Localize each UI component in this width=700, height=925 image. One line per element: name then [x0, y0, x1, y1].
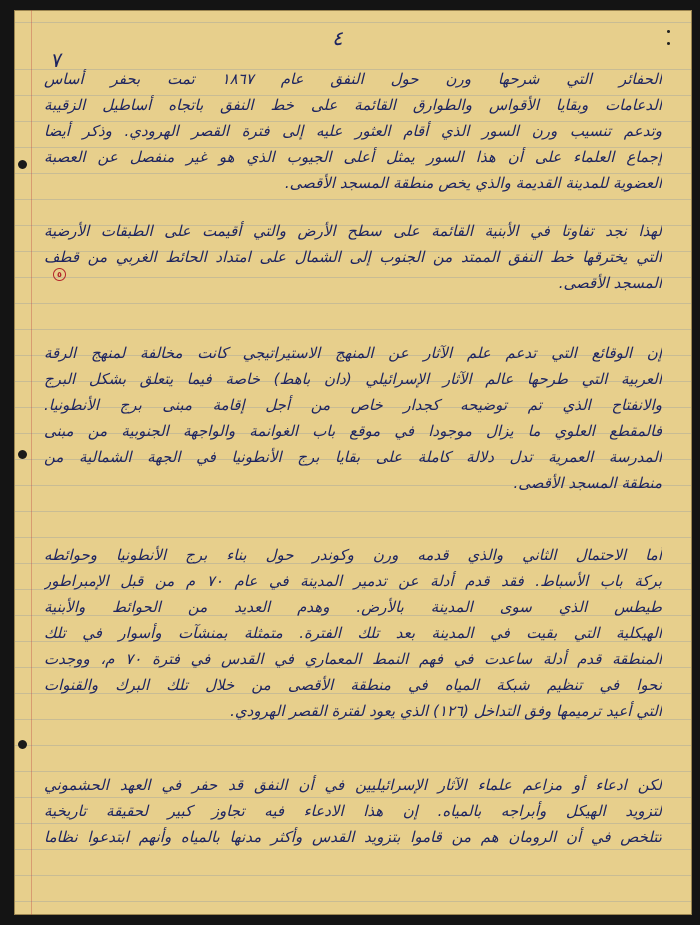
punch-hole [18, 740, 27, 749]
text-line: الحفائر التي شرحها ورن حول النفق عام ١٨٦٧ تمت بحفر أساس [44, 70, 662, 88]
text-line: المنطقة قدم أدلة ساعدت في فهم النمط المعماري في القدس في فترة ٧٠ م، ووجدت [44, 650, 662, 668]
text-line: المسجد الأقصى. [558, 274, 662, 292]
text-line: التي يخترقها خط النفق الممتد من الجنوب إلى الشمال على امتداد الحائط الغربي من قطف [44, 248, 662, 266]
text-line: منطقة المسجد الأقصى. [513, 474, 662, 492]
text-line: تتلخص في أن الرومان هم من قاموا بتزويد القدس وأكثر مدنها بالمياه وأنهم ابتدعوا نظاما [44, 828, 662, 846]
punch-hole [18, 450, 27, 459]
text-line: العضوية للمدينة القديمة والذي يخص منطقة المسجد الأقصى. [284, 174, 662, 192]
paragraph-2 [44, 218, 662, 296]
text-line: المدرسة العمرية تدل دلالة كاملة على بقايا برج الأنطونيا في الجهة الشمالية من [44, 448, 662, 466]
text-line: التي أعيد ترميمها وفق التداخل (١٢٦) الذي يعود لفترة القصر الهرودي. [230, 702, 662, 720]
margin-marker: ٥ [53, 268, 66, 281]
text-line: وتدعم تنسيب ورن السور الذي أقام العثور عليه إلى فترة القصر الهرودي. وذكر أيضا [44, 122, 662, 140]
text-line: طيطس الذي سوى المدينة بالأرض. وهدم العديد من الحوائط والأبنية [44, 598, 662, 616]
text-line: الهيكلية التي بقيت في المدينة بعد تلك الفترة. متمثلة بمنشآت وأسوار في تلك [44, 624, 662, 642]
paragraph-1 [44, 66, 662, 196]
text-line: فالمقطع العلوي ما يزال موجودا في موقع باب الغوانمة والواجهة الجنوبية من مبنى [44, 422, 662, 440]
text-line: العربية التي طرحها عالم الآثار الإسرائيلي (دان باهط) خاصة فيما يتعلق بشكل البرج [44, 370, 662, 388]
text-line: إن الوقائع التي تدعم علم الآثار عن المنهج الاستيراتيجي كانت مخالفة لمنهج الرقة [44, 344, 662, 362]
text-line: لتزويد الهيكل وأبراجه بالمياه. إن هذا الادعاء فيه تجاوز كبير لحقيقة تاريخية [44, 802, 662, 820]
margin-line [31, 10, 32, 915]
text-line: والانفتاح الذي تم توضيحه كجدار خاص من أجل إقامة مبنى برج الأنطونيا. [44, 396, 662, 414]
paragraph-3 [44, 340, 662, 496]
page-number: ٤ [332, 26, 343, 50]
paragraph-4 [44, 542, 662, 724]
text-line: لهذا نجد تفاوتا في الأبنية القائمة على سطح الأرض والتي أقيمت على الطبقات الأرضية [44, 222, 662, 240]
notebook-page [14, 10, 692, 915]
text-line: لكن ادعاء أو مزاعم علماء الآثار الإسرائيليين في أن النفق قد حفر في العهد الحشموني [44, 776, 662, 794]
punch-hole [18, 160, 27, 169]
text-line: بركة باب الأسباط. فقد قدم أدلة عن تدمير المدينة في عام ٧٠ م من قبل الإمبراطور [44, 572, 662, 590]
paragraph-5 [44, 772, 662, 850]
text-line: نحوا في تنظيم شبكة المياه في منطقة الأقصى من خلال تلك البرك والقنوات [44, 676, 662, 694]
text-line: إجماع العلماء على أن هذا السور يمثل أعلى الجيوب الذي هو غير منفصل عن العصبة [44, 148, 662, 166]
page-mark: ٧ [48, 47, 62, 73]
text-line: الدعامات وبقايا الأقواس والطوارق القائمة على خط النفق باتجاه أساطيل الزقيبة [44, 96, 662, 114]
text-line: أما الاحتمال الثاني والذي قدمه ورن وكوندر حول بناء برج الأنطونيا وحوائطه [44, 546, 662, 564]
